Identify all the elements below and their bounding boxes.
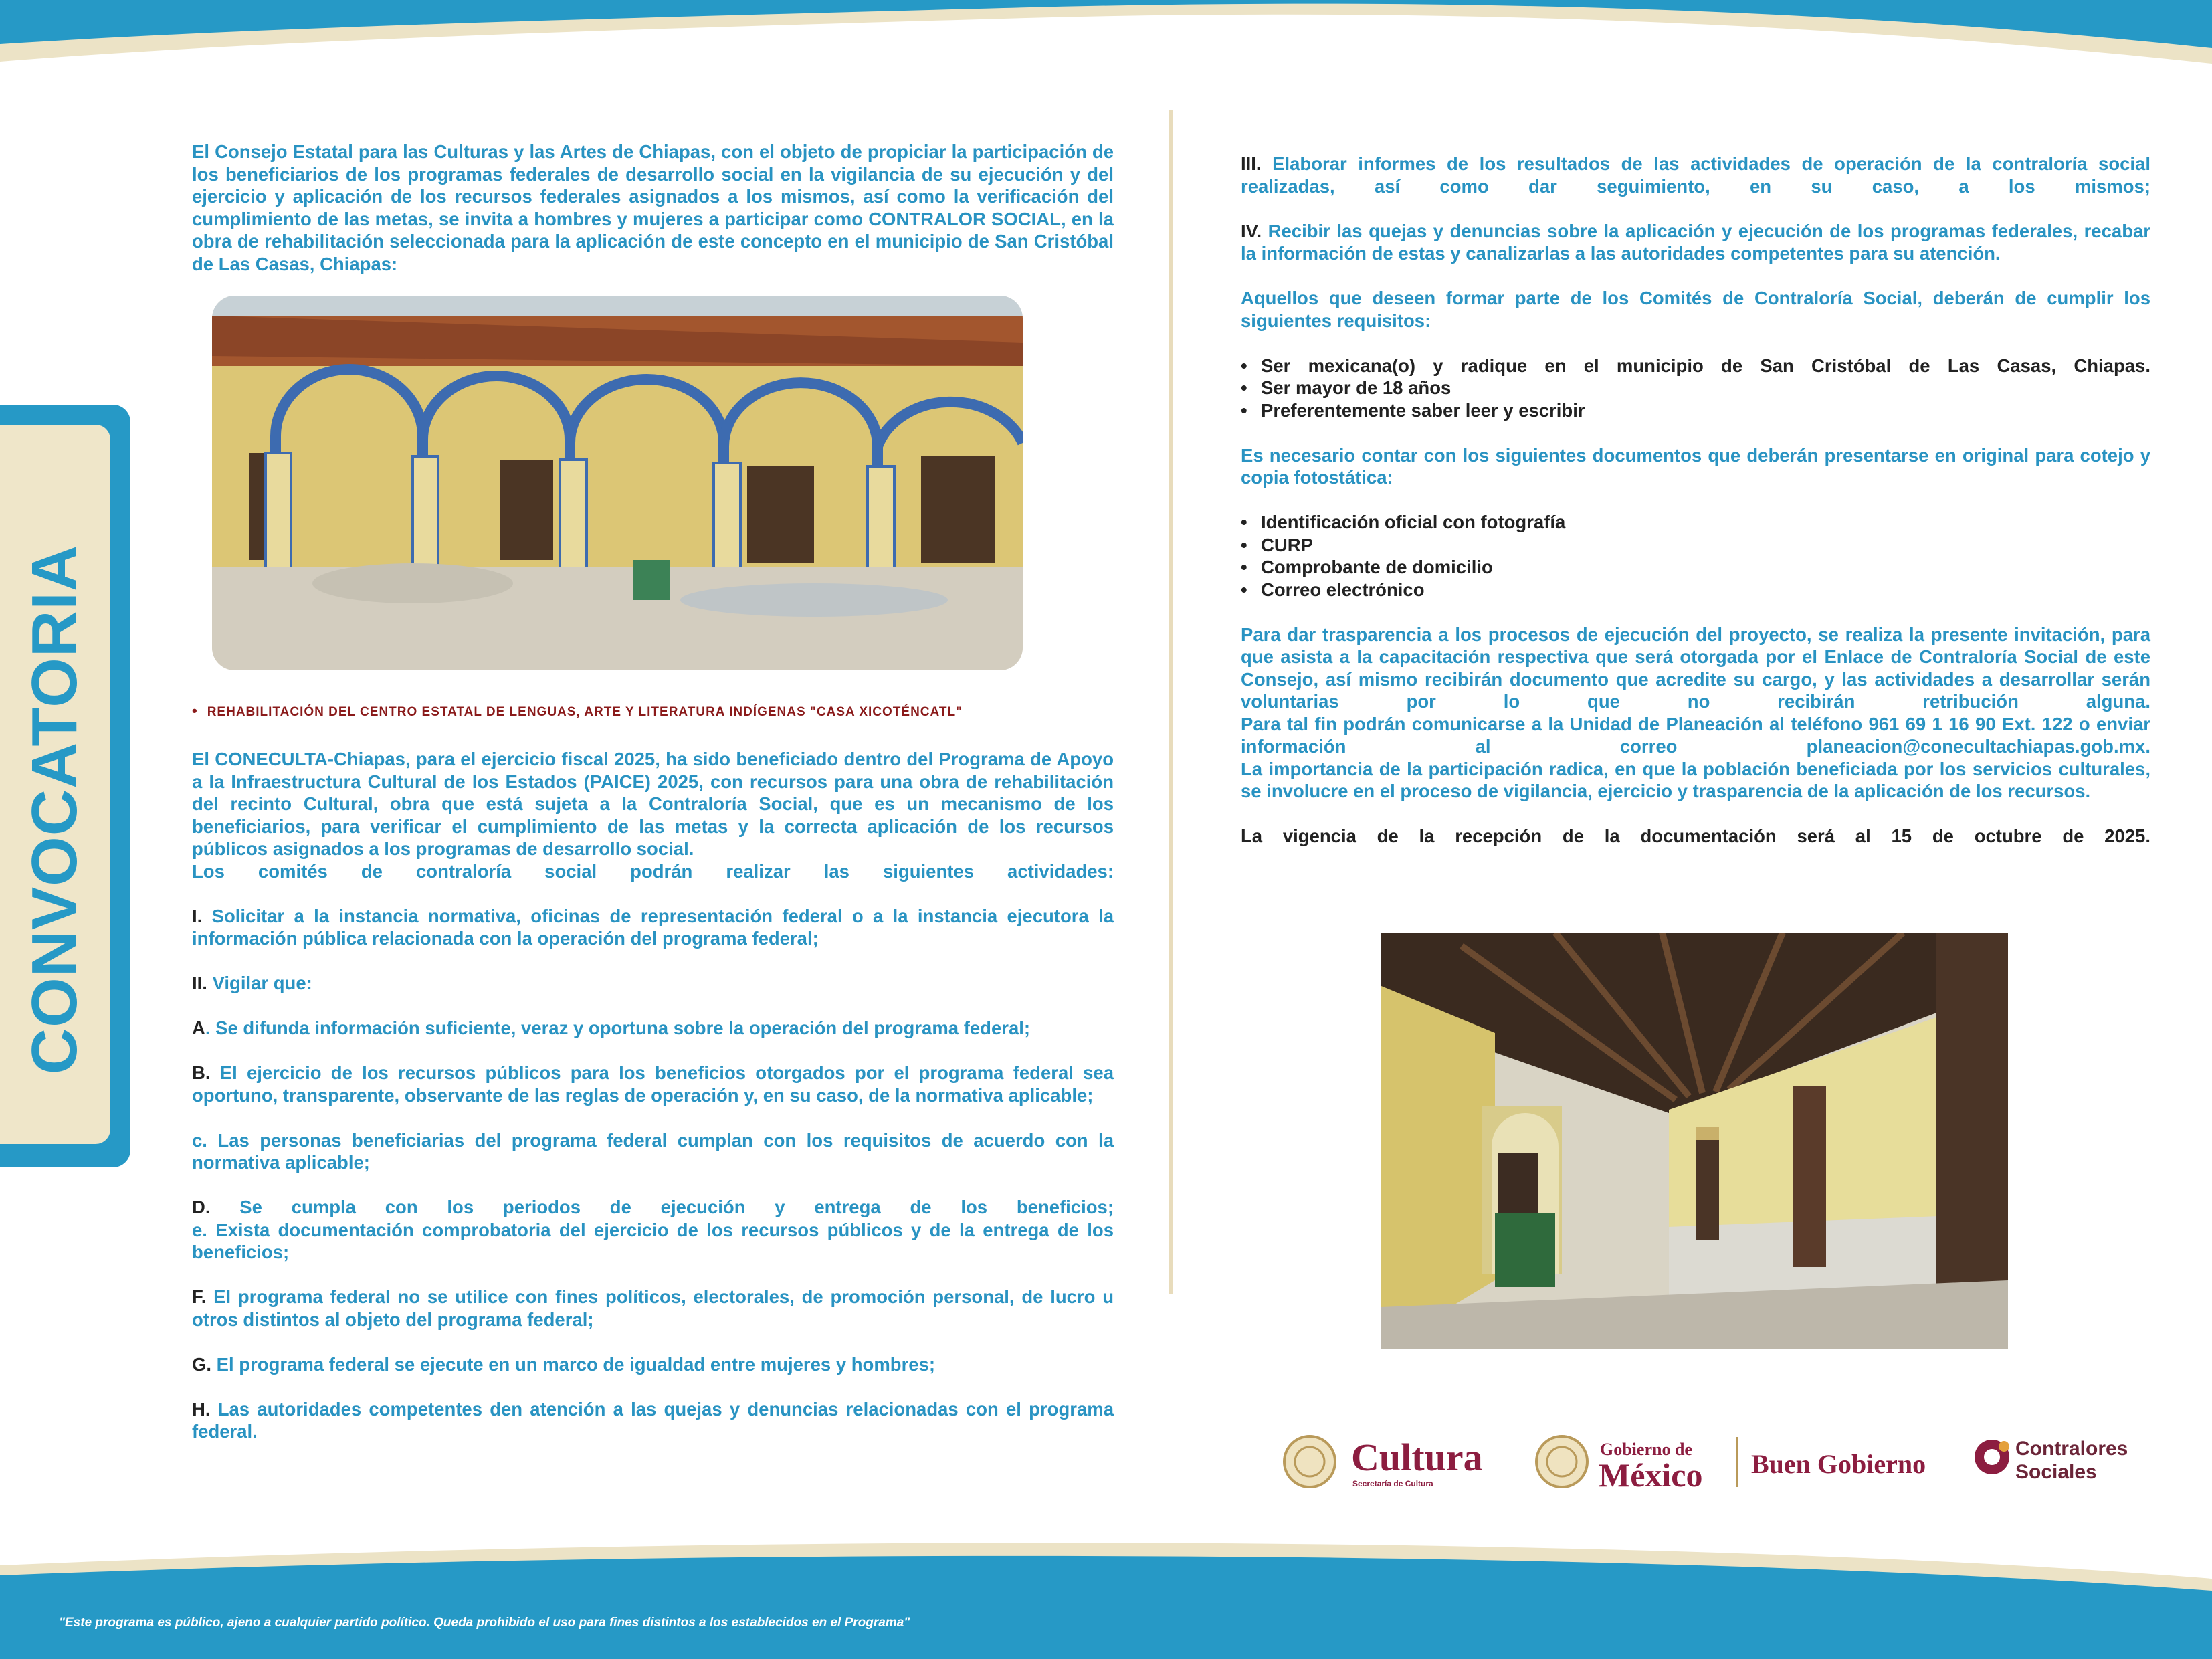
right-column	[1241, 153, 2150, 848]
project-heading	[192, 702, 1114, 721]
item-label: D.	[192, 1197, 211, 1217]
side-title: CONVOCATORIA	[19, 544, 90, 1075]
item-II	[192, 972, 1114, 995]
buen-gobierno-text: Buen Gobierno	[1751, 1449, 1926, 1479]
buen-gobierno-logo	[1751, 1449, 1926, 1479]
top-wave-banner	[0, 0, 2212, 94]
bullet-icon: •	[192, 702, 198, 719]
intro-text: El Consejo Estatal para las Culturas y las Artes de Chiapas, con el objeto de propiciar la participación de los beneficiarios de los programas federales de desarrollo social en la vigilancia de su ejecución y del ejercicio y aplicación de los recursos federales asignados a los mismos, así como la verificación del cumplimiento de las metas, se invita a hombres y mujeres a participar como	[192, 141, 1114, 229]
requirements-list	[1241, 355, 2150, 422]
contralores-text: Contralores	[2015, 1438, 2128, 1460]
gobierno-text: Gobierno de	[1600, 1440, 1692, 1459]
side-tab	[0, 405, 130, 1167]
cultura-text: Cultura	[1351, 1436, 1483, 1479]
mexico-text: México	[1599, 1456, 1703, 1494]
list-item: • Identificación oficial con fotografía	[1241, 511, 2150, 534]
intro-text-end: , en la obra de rehabilitación seleccionada para la aplicación de este concepto en el municipio de San Cristóbal de Las Casas, Chiapas:	[192, 208, 1114, 274]
item-text: El programa federal se ejecute en un marco de igualdad entre mujeres y hombres;	[211, 1353, 936, 1375]
item-D	[192, 1196, 1114, 1219]
item-H	[192, 1398, 1114, 1443]
building-arcade-photo	[212, 296, 1023, 670]
deadline-text: La vigencia de la recepción de la documentación será al 15 de octubre de 2025.	[1241, 825, 2150, 846]
importance-paragraph: La importancia de la participación radica, en que la población beneficiada por los servicios culturales, se involucre en el proceso de vigilancia, ejercicio y trasparencia de la aplicación de los recursos.	[1241, 758, 2150, 801]
cultura-logo	[1284, 1436, 1483, 1488]
list-item: • Preferentemente saber leer y escribir	[1241, 399, 2150, 422]
coat-of-arms-icon	[1284, 1436, 1335, 1487]
coat-of-arms-icon	[1536, 1436, 1587, 1487]
left-column	[192, 140, 1114, 1443]
item-text: Se cumpla con los periodos de ejecución y entrega de los beneficios;	[210, 1197, 1114, 1217]
item-e: e. Exista documentación comprobatoria del ejercicio de los recursos públicos y de la entrega de los beneficios;	[192, 1219, 1114, 1262]
item-text: El ejercicio de los recursos públicos para los beneficios otorgados por el programa federal sea oportuno, transparente, observante de las reglas de operación y, en su caso, de la normativa aplicable;	[192, 1062, 1114, 1106]
documents-list	[1241, 511, 2150, 601]
list-item: • CURP	[1241, 534, 2150, 557]
documents-intro: Es necesario contar con los siguientes documentos que deberán presentarse en original para cotejo y copia fotostática:	[1241, 444, 2150, 488]
item-text: Elaborar informes de los resultados de las actividades de operación de la contraloría social realizadas, así como dar seguimiento, en su caso, a los mismos;	[1241, 153, 2150, 197]
item-I	[192, 905, 1114, 950]
sociales-text: Sociales	[2015, 1461, 2097, 1483]
intro-highlight: CONTRALOR SOCIAL	[868, 208, 1061, 229]
item-label: A	[192, 1017, 205, 1038]
program-activities-intro: Los comités de contraloría social podrán realizar las siguientes actividades:	[192, 860, 1114, 882]
item-text: Solicitar a la instancia normativa, oficinas de representación federal o a la instancia ejecutora la información pública relacionada con la operación del programa federal;	[192, 905, 1114, 949]
item-G	[192, 1353, 1114, 1376]
logos-strip	[1283, 1425, 2152, 1498]
item-label: III.	[1241, 153, 1262, 174]
transparency-paragraph: Para dar trasparencia a los procesos de ejecución del proyecto, se realiza la presente invitación, para que asista a la capacitación respectiva que será otorgada por el Enlace de Contraloría Social de este Consejo, así mismo recibirán documento que acredite su cargo, y las actividades a desarrollar serán voluntarias por lo que no recibirán retribución alguna.	[1241, 623, 2150, 712]
contact-paragraph: Para tal fin podrán comunicarse a la Unidad de Planeación al teléfono 961 69 1 16 90 Ext. 122 o enviar información al correo planeacion@conecultachiapas.gob.mx.	[1241, 713, 2150, 757]
item-F	[192, 1286, 1114, 1331]
item-text: Recibir las quejas y denuncias sobre la aplicación y ejecución de los programas federales, recabar la información de estas y canalizarlas a las autoridades competentes para su atención.	[1241, 220, 2150, 264]
item-text: . Se difunda información suficiente, veraz y oportuna sobre la operación del programa federal;	[205, 1017, 1031, 1038]
item-label: B.	[192, 1062, 211, 1083]
item-label: F.	[192, 1286, 207, 1307]
requirements-intro: Aquellos que deseen formar parte de los Comités de Contraloría Social, deberán de cumplir los siguientes requisitos:	[1241, 288, 2150, 331]
item-label: H.	[192, 1398, 211, 1420]
list-item: • Correo electrónico	[1241, 579, 2150, 601]
intro-paragraph	[192, 140, 1114, 275]
item-text: El programa federal no se utilice con fines políticos, electorales, de promoción personal, de lucro u otros distintos al objeto del programa federal;	[192, 1286, 1114, 1330]
item-label: II.	[192, 973, 207, 993]
item-label: G.	[192, 1353, 212, 1375]
bottom-wave-banner	[0, 1539, 2212, 1659]
program-paragraph: El CONECULTA-Chiapas, para el ejercicio fiscal 2025, ha sido beneficiado dentro del Programa de Apoyo a la Infraestructura Cultural de los Estados (PAICE) 2025, con recursos para una obra de rehabilitación del recinto Cultural, obra que está sujeta a la Contraloría Social, que es un mecanismo de los beneficiarios, para verificar el cumplimiento de las metas y la correcta aplicación de los recursos públicos asignados a los programas de desarrollo social.	[192, 749, 1114, 859]
item-label: IV.	[1241, 220, 1262, 241]
list-item: • Comprobante de domicilio	[1241, 556, 2150, 579]
item-text: Las autoridades competentes den atención a las quejas y denuncias relacionadas con el programa federal.	[192, 1398, 1114, 1442]
contralores-sociales-logo	[1975, 1438, 2128, 1483]
item-B	[192, 1062, 1114, 1106]
column-divider	[1169, 110, 1173, 1294]
corridor-photo	[1381, 933, 2008, 1349]
item-A	[192, 1017, 1114, 1040]
item-text: Vigilar que:	[207, 973, 312, 993]
footer-disclaimer: "Este programa es público, ajeno a cualquier partido político. Queda prohibido el uso para fines distintos a los establecidos en el Programa"	[59, 1616, 910, 1630]
project-title: REHABILITACIÓN DEL CENTRO ESTATAL DE LENGUAS, ARTE Y LITERATURA INDÍGENAS "CASA XICOTÉNCATL"	[207, 705, 963, 719]
item-III	[1241, 153, 2150, 197]
cultura-subtext: Secretaría de Cultura	[1352, 1479, 1433, 1488]
item-label: I.	[192, 905, 203, 926]
item-IV	[1241, 220, 2150, 265]
side-tab-inner	[0, 425, 110, 1144]
list-item: • Ser mayor de 18 años	[1241, 377, 2150, 399]
gobierno-mexico-logo	[1536, 1436, 1738, 1494]
list-item: • Ser mexicana(o) y radique en el municipio de San Cristóbal de Las Casas, Chiapas.	[1241, 355, 2150, 377]
item-c: c. Las personas beneficiarias del programa federal cumplan con los requisitos de acuerdo con la normativa aplicable;	[192, 1129, 1114, 1173]
